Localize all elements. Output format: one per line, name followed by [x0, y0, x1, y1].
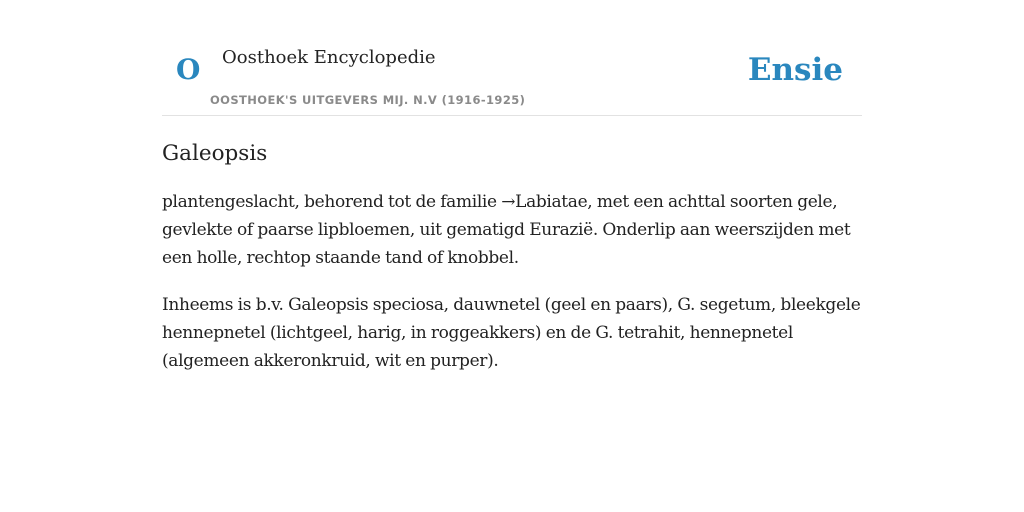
- cross-reference-link-labiatae[interactable]: [501, 192, 587, 212]
- site-header: [162, 30, 862, 116]
- logo-mark[interactable]: O: [176, 53, 201, 86]
- article-paragraph-2: Inheems is b.v. Galeopsis speciosa, dauwnetel (geel en paars), G. segetum, bleekgele hennepnetel (lichtgeel, harig, in roggeakkers) en de G. tetrahit, hennepnetel (algemeen akkeronkruid, wit en purper).: [162, 295, 861, 371]
- article-content: [162, 138, 867, 394]
- article-paragraph-1: [162, 188, 867, 272]
- paragraph-text: plantengeslacht, behorend tot de familie: [162, 192, 502, 212]
- publisher-subtitle: OOSTHOEK'S UITGEVERS MIJ. N.V (1916-1925): [210, 93, 526, 107]
- article-title: Galeopsis: [162, 141, 268, 166]
- site-title-link[interactable]: Oosthoek Encyclopedie: [222, 47, 436, 68]
- paragraph-text: , met een achttal soorten gele, gevlekte of paarse lipbloemen, uit gematigd Eurazië. Onderlip aan weerszijden met een holle, rechtop staande tand of knobbel.: [162, 192, 851, 268]
- cross-reference-label: Labiatae: [515, 192, 588, 212]
- arrow-right-icon: →: [501, 192, 516, 212]
- brand-logo-link[interactable]: Ensie: [747, 52, 843, 88]
